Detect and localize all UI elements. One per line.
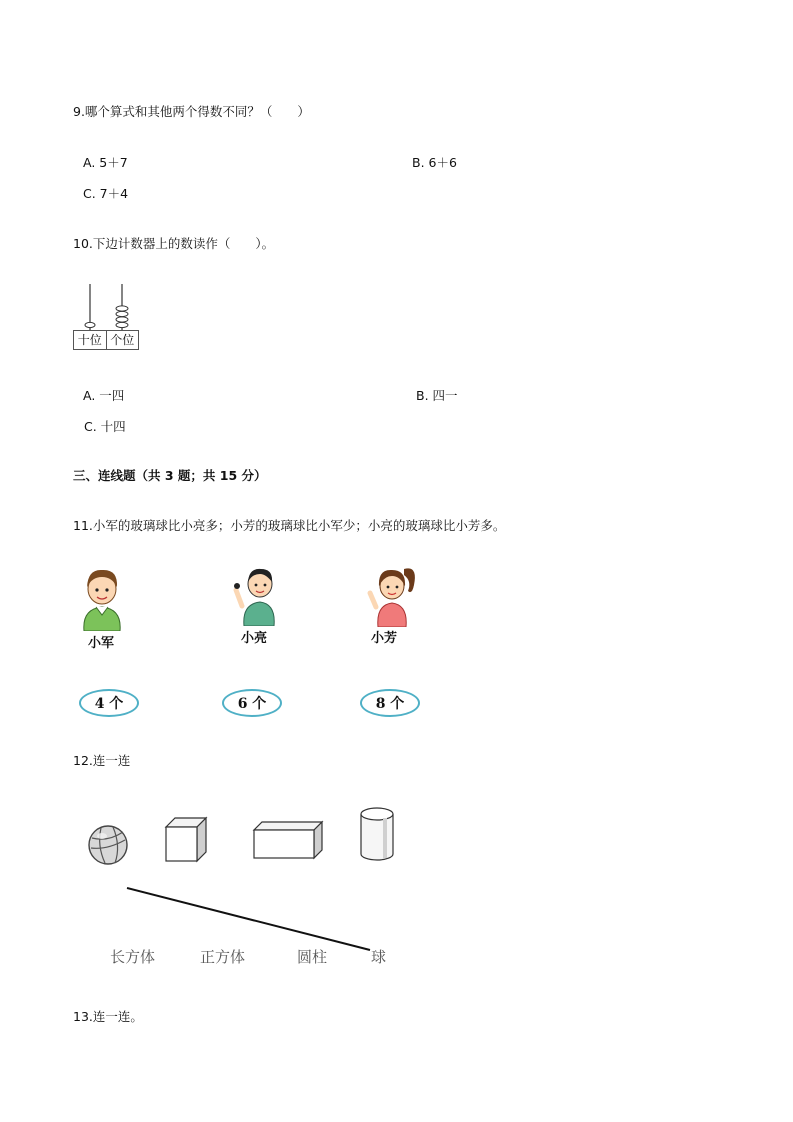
boy-xiaoliang-icon	[232, 562, 280, 626]
cuboid-icon[interactable]	[252, 820, 324, 860]
label-cuboid[interactable]: 长方体	[110, 948, 156, 966]
count-oval-6[interactable]: 6 个	[222, 689, 282, 717]
label-ball[interactable]: 球	[371, 948, 387, 966]
child-name-xiaoliang: 小亮	[241, 631, 268, 646]
q12-stem: 12.连一连	[73, 753, 131, 768]
q10-stem: 10.下边计数器上的数读作（ ）。	[73, 236, 275, 251]
child-name-xiaofang: 小芳	[371, 631, 398, 646]
abacus-labels	[73, 330, 139, 350]
q13-stem: 13.连一连。	[73, 1009, 143, 1024]
q9-option-b[interactable]: B. 6＋6	[412, 155, 457, 170]
boy-xiaojun-icon	[76, 563, 128, 631]
abacus-icon	[73, 282, 143, 332]
abacus-label-tens: 十位	[77, 333, 102, 347]
q9-option-c[interactable]: C. 7＋4	[83, 186, 129, 201]
q10-option-c[interactable]: C. 十四	[84, 419, 126, 434]
ball-icon[interactable]	[87, 822, 131, 868]
cylinder-icon[interactable]	[359, 804, 397, 864]
label-cylinder[interactable]: 圆柱	[297, 948, 328, 966]
q10-option-b[interactable]: B. 四一	[416, 388, 458, 403]
q11-stem: 11.小军的玻璃球比小亮多；小芳的玻璃球比小军少；小亮的玻璃球比小芳多。	[73, 518, 506, 533]
section-title: 三、连线题（共 3 题；共 15 分）	[73, 468, 267, 483]
count-oval-4[interactable]: 4 个	[79, 689, 139, 717]
girl-xiaofang-icon	[364, 561, 418, 627]
label-cube[interactable]: 正方体	[200, 948, 246, 966]
cube-icon[interactable]	[163, 816, 209, 864]
child-name-xiaojun: 小军	[88, 636, 115, 651]
count-oval-8[interactable]: 8 个	[360, 689, 420, 717]
connection-line	[120, 880, 380, 955]
q10-option-a[interactable]: A. 一四	[83, 388, 125, 403]
abacus-label-ones: 个位	[106, 331, 139, 349]
q9-option-a[interactable]: A. 5＋7	[83, 155, 128, 170]
q9-stem: 9.哪个算式和其他两个得数不同？（ ）	[73, 104, 310, 119]
